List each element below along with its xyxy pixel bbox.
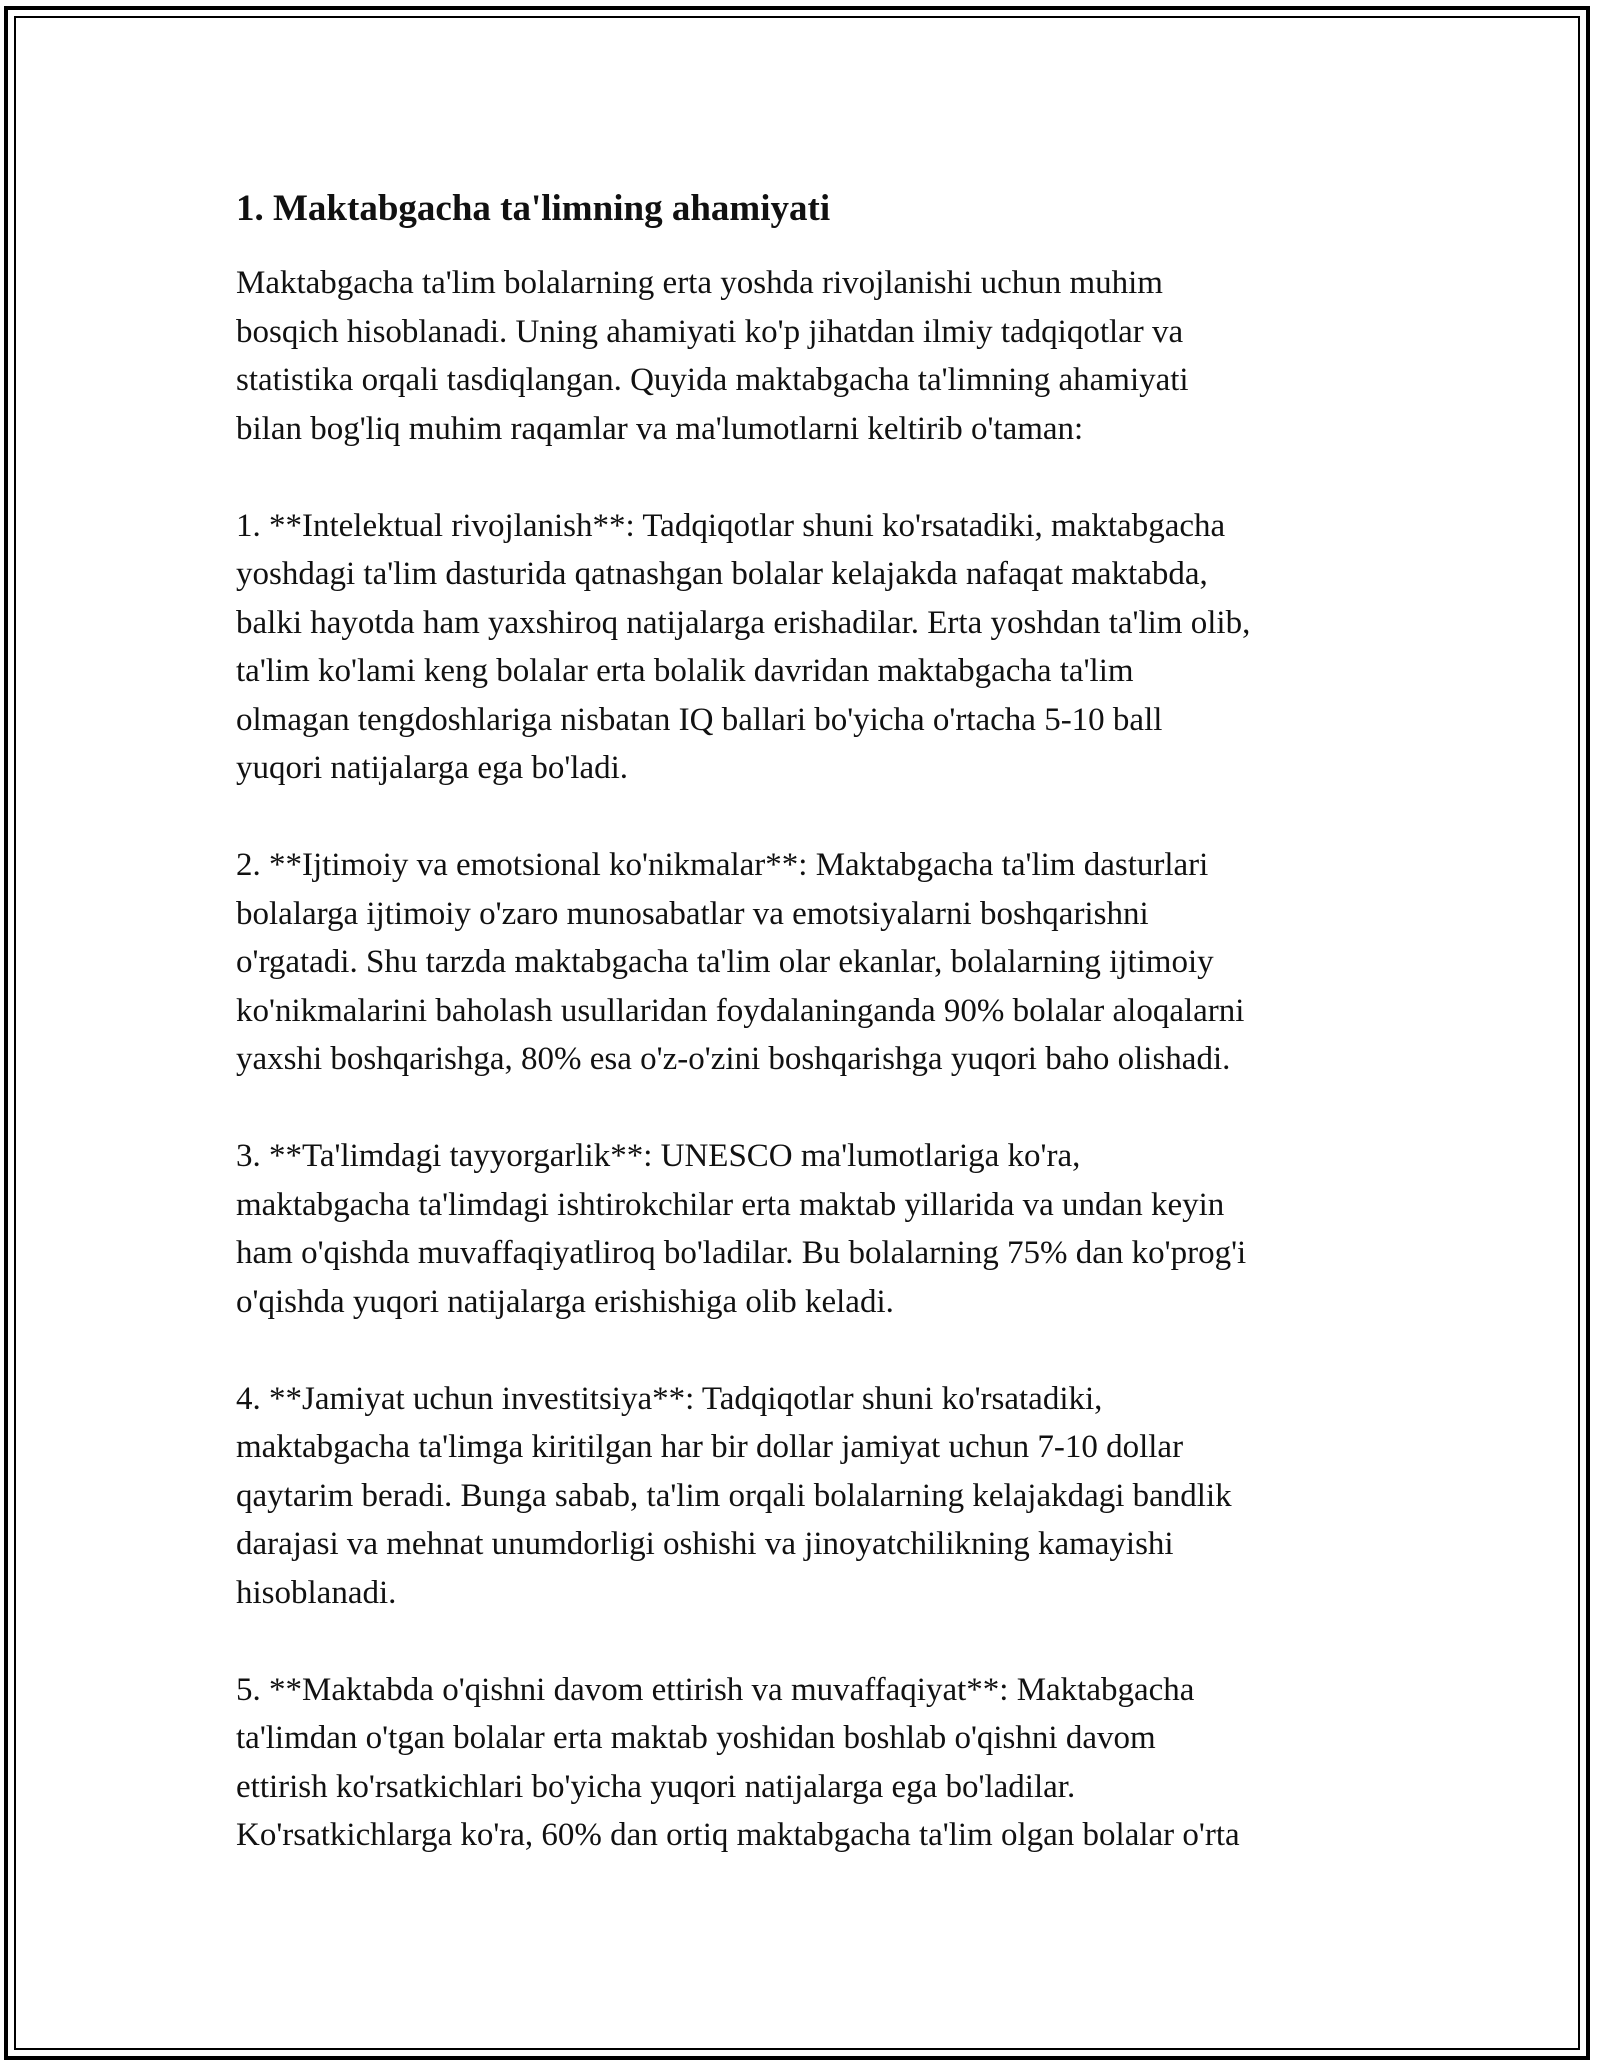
- list-item-educational-readiness: 3. **Ta'limdagi tayyorgarlik**: UNESCO ma'lumotlariga ko'ra, maktabgacha ta'limdagi ishtirokchilar erta maktab yillarida va undan keyin ham o'qishda muvaffaqiyatliroq bo'ladilar. Bu bolalarning 75% dan ko'prog'i o'qishda yuqori natijalarga erishishiga olib keladi.: [236, 1138, 1247, 1320]
- list-item-school-continuation: 5. **Maktabda o'qishni davom ettirish va muvaffaqiyat**: Maktabgacha ta'limdan o'tgan bolalar erta maktab yoshidan boshlab o'qishni davom ettirish ko'rsatkichlari bo'yicha yuqori natijalarga ega bo'ladilar. Ko'rsatkichlarga ko'ra, 60% dan ortiq maktabgacha ta'lim olgan bolalar o'rta: [236, 1671, 1240, 1853]
- intro-paragraph: Maktabgacha ta'lim bolalarning erta yoshda rivojlanishi uchun muhim bosqich hisoblanadi. Uning ahamiyati ko'p jihatdan ilmiy tadqiqotlar va statistika orqali tasdiqlangan. Quyida maktabgacha ta'limning ahamiyati bilan bog'liq muhim raqamlar va ma'lumotlarni keltirib o'taman:: [236, 265, 1189, 447]
- document-body: [236, 185, 1366, 1908]
- list-item-intellectual-development: 1. **Intelektual rivojlanish**: Tadqiqotlar shuni ko'rsatadiki, maktabgacha yoshdagi ta'lim dasturida qatnashgan bolalar kelajakda nafaqat maktabda, balki hayotda ham yaxshiroq natijalarga erishadilar. Erta yoshdan ta'lim olib, ta'lim ko'lami keng bolalar erta bolalik davridan maktabgacha ta'lim olmagan tengdoshlariga nisbatan IQ ballari bo'yicha o'rtacha 5-10 ball yuqori natijalarga ega bo'ladi.: [236, 507, 1251, 786]
- list-item-social-emotional-skills: 2. **Ijtimoiy va emotsional ko'nikmalar**: Maktabgacha ta'lim dasturlari bolalarga ijtimoiy o'zaro munosabatlar va emotsiyalarni boshqarishni o'rgatadi. Shu tarzda maktabgacha ta'lim olar ekanlar, bolalarning ijtimoiy ko'nikmalarini baholash usullaridan foydalaninganda 90% bolalar aloqalarni yaxshi boshqarishga, 80% esa o'z-o'zini boshqarishga yuqori baho olishadi.: [236, 847, 1245, 1077]
- section-heading: 1. Maktabgacha ta'limning ahamiyati: [236, 188, 831, 229]
- list-item-social-investment: 4. **Jamiyat uchun investitsiya**: Tadqiqotlar shuni ko'rsatadiki, maktabgacha ta'limga kiritilgan har bir dollar jamiyat uchun 7-10 dollar qaytarim beradi. Bunga sabab, ta'lim orqali bolalarning kelajakdagi bandlik darajasi va mehnat unumdorligi oshishi va jinoyatchilikning kamayishi hisoblanadi.: [236, 1380, 1232, 1611]
